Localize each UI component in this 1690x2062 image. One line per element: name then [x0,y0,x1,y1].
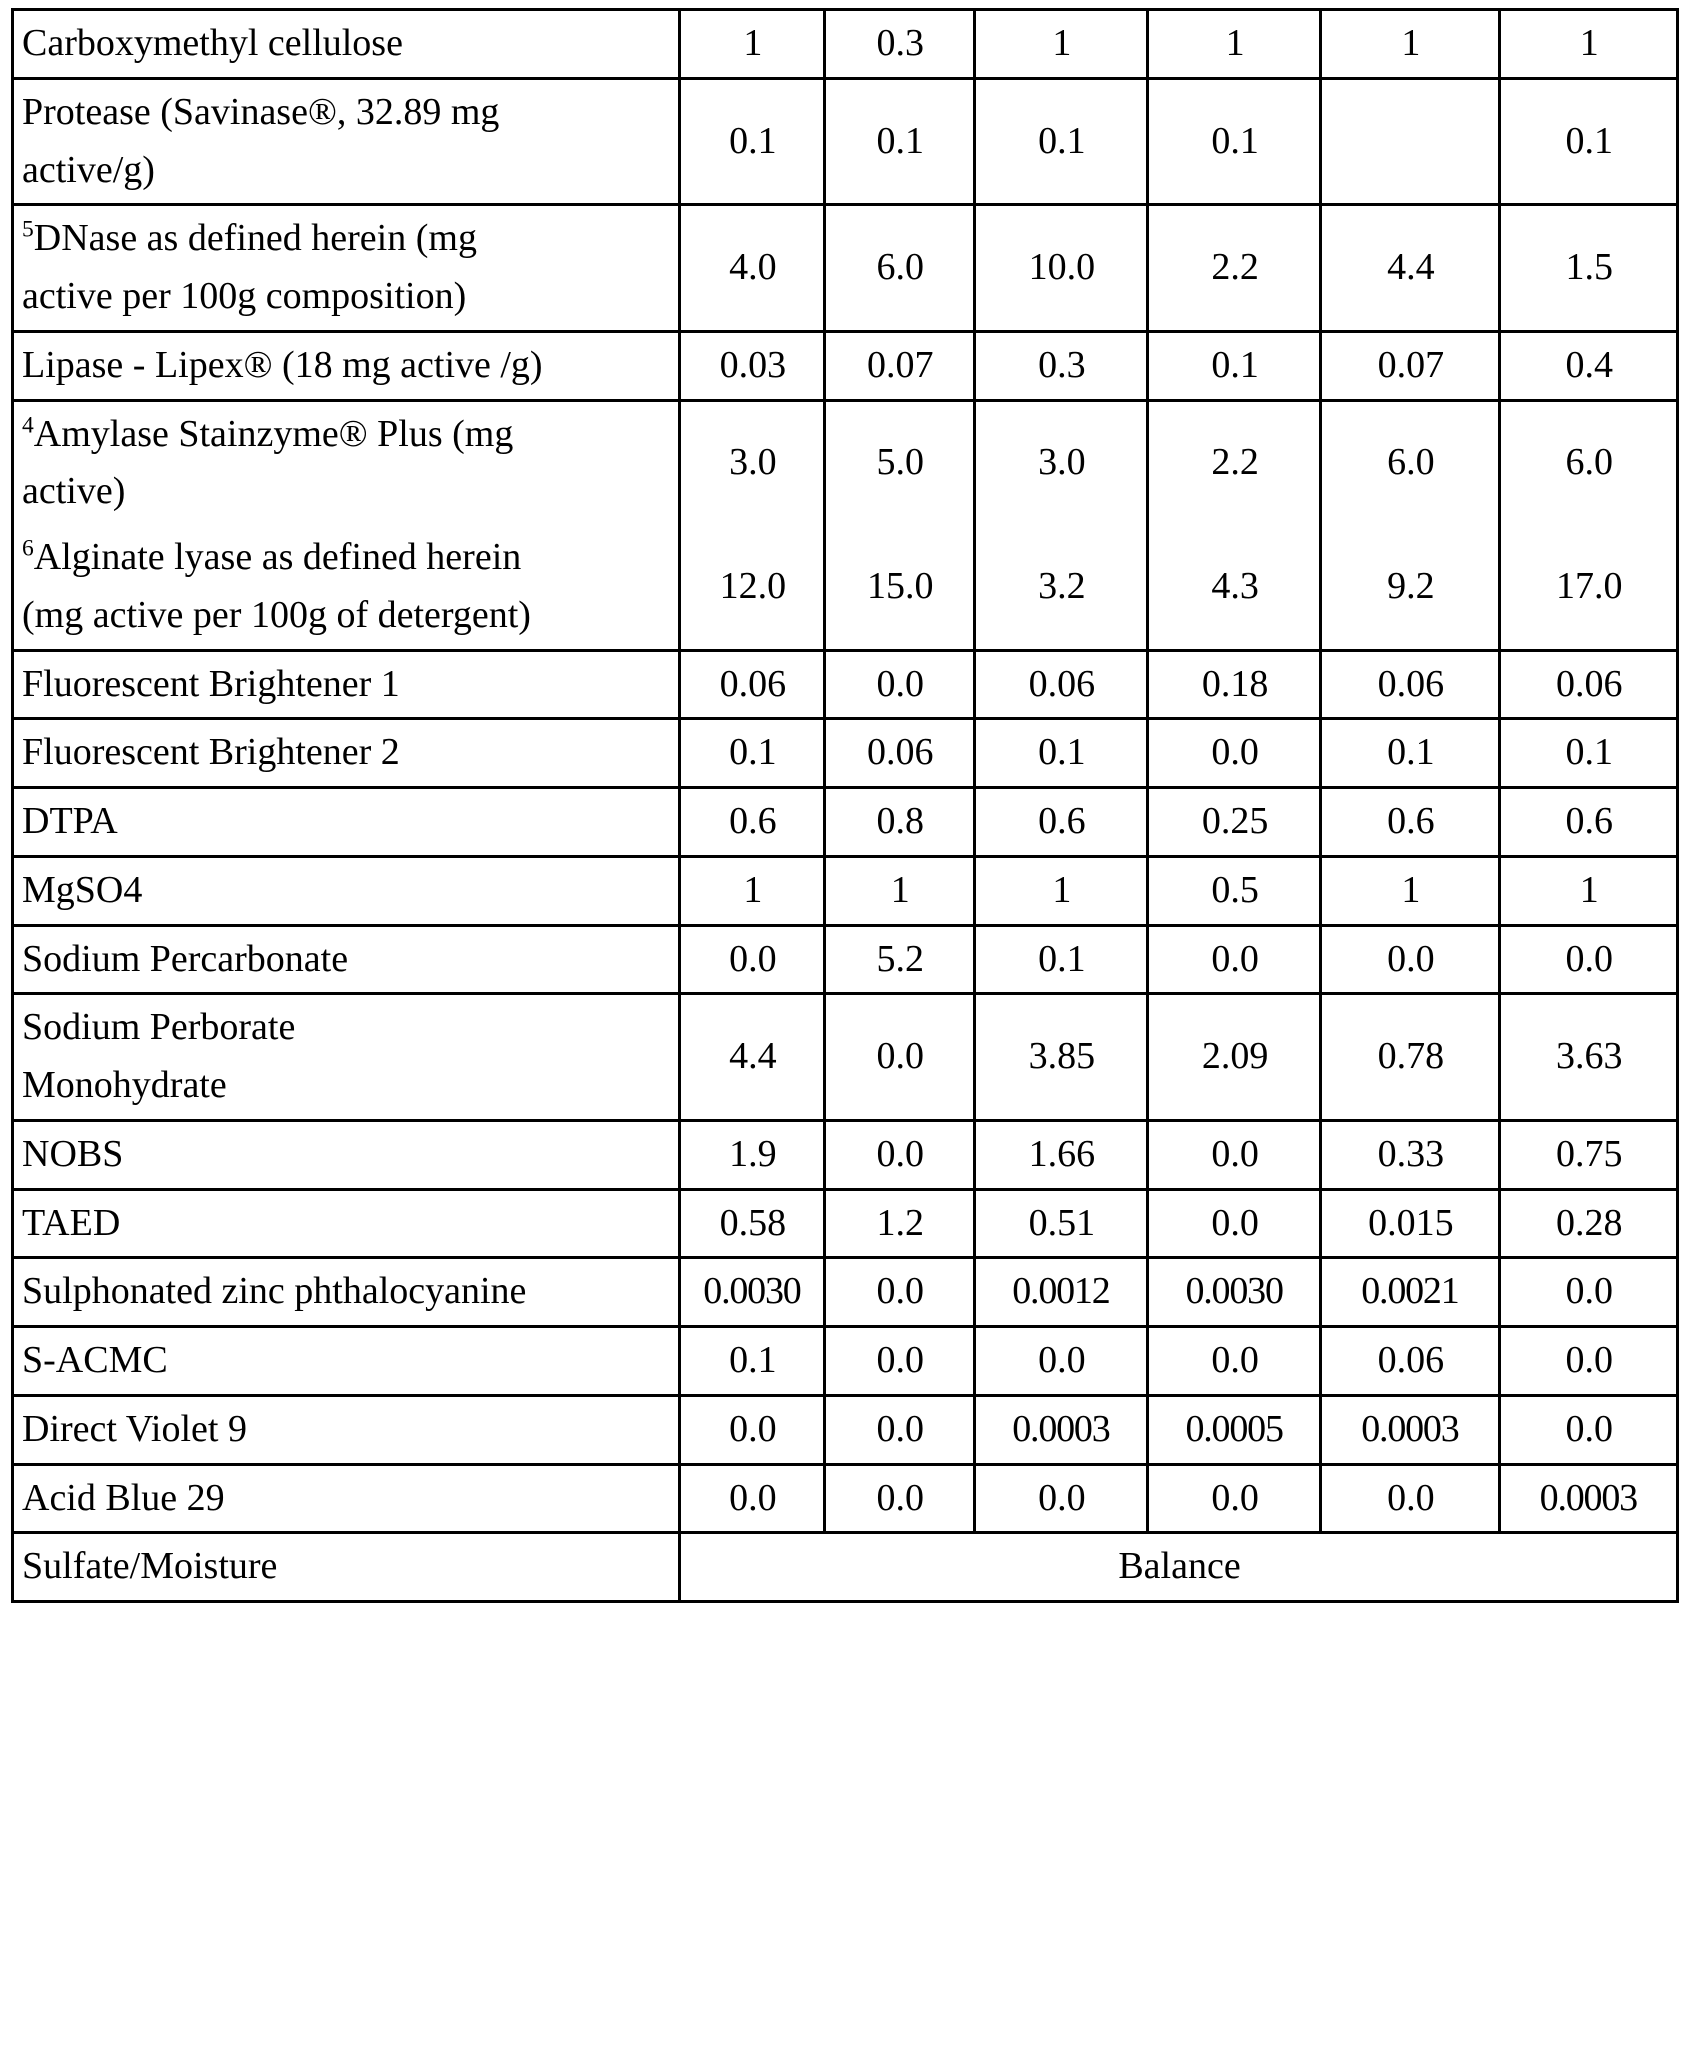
cell-value: 1 [1147,10,1320,79]
cell-value: 0.0 [824,1395,974,1464]
cell-value: 3.0 [680,400,825,525]
cell-value: 0.3 [824,10,974,79]
cell-value: 0.0003 [1499,1464,1677,1533]
row-label: TAED [13,1189,680,1258]
table-row [13,1189,1678,1258]
table-row [13,925,1678,994]
cell-value: 0.1 [680,1327,825,1396]
cell-value: 3.85 [974,994,1147,1121]
cell-value: 0.1 [1147,78,1320,205]
row-label-text: Alginate lyase as defined herein [33,536,522,578]
cell-value: 1 [824,856,974,925]
row-label-text: Amylase Stainzyme® Plus (mg [33,412,514,455]
row-label-line-1: Protease (Savinase®, 32.89 mg [22,90,500,133]
table-row [13,788,1678,857]
row-label [13,525,680,650]
table-row [13,205,1678,332]
cell-value: 0.1 [974,78,1147,205]
cell-value: 0.8 [824,788,974,857]
cell-value: 0.0 [1147,719,1320,788]
cell-value: 0.0 [680,1395,825,1464]
formulation-table [11,8,1679,1603]
cell-value: 0.03 [680,331,825,400]
table-row [13,331,1678,400]
cell-value: 0.0 [1499,1395,1677,1464]
cell-value: 0.0 [1147,1327,1320,1396]
cell-value: 0.25 [1147,788,1320,857]
cell-value: 6.0 [824,205,974,332]
cell-value: 0.5 [1147,856,1320,925]
cell-value: 2.09 [1147,994,1320,1121]
balance-cell: Balance [680,1533,1678,1602]
cell-value: 0.0 [1147,925,1320,994]
cell-value: 2.2 [1147,205,1320,332]
cell-value: 0.015 [1321,1189,1499,1258]
cell-value: 6.0 [1499,400,1677,525]
cell-value: 0.1 [1147,331,1320,400]
cell-value: 0.1 [680,719,825,788]
row-label [13,78,680,205]
cell-value: 0.0021 [1321,1258,1499,1327]
cell-value: 0.0 [824,1464,974,1533]
cell-value: 0.4 [1499,331,1677,400]
cell-value: 1 [1321,856,1499,925]
row-label-line-2: (mg active per 100g of detergent) [22,593,531,636]
cell-value: 4.4 [1321,205,1499,332]
cell-value: 0.0 [680,1464,825,1533]
cell-value: 0.1 [974,719,1147,788]
cell-value: 0.6 [1321,788,1499,857]
row-label: Sulphonated zinc phthalocyanine [13,1258,680,1327]
cell-value: 17.0 [1499,525,1677,650]
cell-value: 0.0 [1499,925,1677,994]
row-label: Carboxymethyl cellulose [13,10,680,79]
row-label-text: DNase as defined herein (mg [33,217,477,260]
cell-value: 0.0 [824,994,974,1121]
cell-value: 3.63 [1499,994,1677,1121]
cell-value: 0.0 [974,1327,1147,1396]
cell-value: 1 [680,856,825,925]
cell-value: 0.06 [1499,650,1677,719]
cell-value: 0.06 [824,719,974,788]
cell-value: 0.6 [974,788,1147,857]
cell-value: 0.0 [1147,1189,1320,1258]
cell-value: 2.2 [1147,400,1320,525]
cell-value: 4.3 [1147,525,1320,650]
cell-value: 0.1 [680,78,825,205]
table-row [13,1120,1678,1189]
cell-value: 0.0 [974,1464,1147,1533]
table-row [13,994,1678,1121]
footnote-marker: 5 [22,216,34,243]
cell-value: 0.0 [1499,1327,1677,1396]
cell-value: 0.0 [1321,1464,1499,1533]
cell-value: 0.0 [1321,925,1499,994]
cell-value: 15.0 [824,525,974,650]
table-row [13,1258,1678,1327]
cell-value: 0.75 [1499,1120,1677,1189]
table-row [13,719,1678,788]
row-label: Lipase - Lipex® (18 mg active /g) [13,331,680,400]
row-label: Sulfate/Moisture [13,1533,680,1602]
cell-value: 1.66 [974,1120,1147,1189]
cell-value [1321,78,1499,205]
cell-value: 1.5 [1499,205,1677,332]
cell-value: 0.1 [1499,78,1677,205]
table-row [13,1395,1678,1464]
cell-value: 0.28 [1499,1189,1677,1258]
row-label-line-1 [22,406,672,464]
cell-value: 9.2 [1321,525,1499,650]
row-label-line-1 [22,210,672,268]
row-label: NOBS [13,1120,680,1189]
cell-value: 0.1 [824,78,974,205]
row-label: Fluorescent Brightener 2 [13,719,680,788]
cell-value: 0.0 [824,1120,974,1189]
cell-value: 12.0 [680,525,825,650]
cell-value: 1.2 [824,1189,974,1258]
cell-value: 0.0005 [1147,1395,1320,1464]
cell-value: 10.0 [974,205,1147,332]
row-label: Fluorescent Brightener 1 [13,650,680,719]
cell-value: 1 [1499,856,1677,925]
row-label: S-ACMC [13,1327,680,1396]
cell-value: 5.0 [824,400,974,525]
row-label [13,400,680,525]
row-label-line-1: Sodium Perborate [22,1006,296,1049]
cell-value: 0.06 [1321,1327,1499,1396]
row-label: DTPA [13,788,680,857]
cell-value: 0.0 [1147,1464,1320,1533]
cell-value: 0.0 [824,1327,974,1396]
row-label-line-2: active) [22,470,126,513]
cell-value: 1 [974,856,1147,925]
cell-value: 0.6 [680,788,825,857]
cell-value: 0.0030 [680,1258,825,1327]
cell-value: 6.0 [1321,400,1499,525]
cell-value: 0.18 [1147,650,1320,719]
table-row [13,10,1678,79]
cell-value: 0.0003 [974,1395,1147,1464]
cell-value: 0.1 [1499,719,1677,788]
table-row [13,1464,1678,1533]
cell-value: 0.07 [1321,331,1499,400]
row-label: Acid Blue 29 [13,1464,680,1533]
cell-value: 0.58 [680,1189,825,1258]
cell-value: 3.0 [974,400,1147,525]
table-row [13,650,1678,719]
cell-value: 0.1 [974,925,1147,994]
cell-value: 0.0012 [974,1258,1147,1327]
cell-value: 0.6 [1499,788,1677,857]
cell-value: 4.4 [680,994,825,1121]
cell-value: 0.1 [1321,719,1499,788]
cell-value: 0.06 [974,650,1147,719]
row-label-line-2: active/g) [22,148,155,191]
cell-value: 5.2 [824,925,974,994]
row-label-line-1 [22,529,672,587]
cell-value: 0.0 [824,1258,974,1327]
cell-value: 0.06 [680,650,825,719]
cell-value: 0.0030 [1147,1258,1320,1327]
cell-value: 0.0 [1499,1258,1677,1327]
footnote-marker: 6 [22,535,34,562]
table-row [13,856,1678,925]
cell-value: 3.2 [974,525,1147,650]
row-label: Direct Violet 9 [13,1395,680,1464]
cell-value: 0.33 [1321,1120,1499,1189]
table-row [13,78,1678,205]
cell-value: 0.0 [1147,1120,1320,1189]
table-row [13,525,1678,650]
cell-value: 1 [1321,10,1499,79]
cell-value: 0.78 [1321,994,1499,1121]
cell-value: 0.3 [974,331,1147,400]
table-row [13,1327,1678,1396]
row-label-line-2: active per 100g composition) [22,275,467,317]
cell-value: 0.06 [1321,650,1499,719]
cell-value: 0.0 [824,650,974,719]
row-label [13,205,680,332]
cell-value: 1 [974,10,1147,79]
cell-value: 0.0003 [1321,1395,1499,1464]
cell-value: 0.51 [974,1189,1147,1258]
cell-value: 1.9 [680,1120,825,1189]
cell-value: 4.0 [680,205,825,332]
row-label-line-2: Monohydrate [22,1064,227,1106]
row-label: MgSO4 [13,856,680,925]
table-row-footer [13,1533,1678,1602]
cell-value: 0.0 [680,925,825,994]
row-label [13,994,680,1121]
cell-value: 0.07 [824,331,974,400]
footnote-marker: 4 [22,411,34,438]
cell-value: 1 [1499,10,1677,79]
cell-value: 1 [680,10,825,79]
table-row [13,400,1678,525]
row-label: Sodium Percarbonate [13,925,680,994]
